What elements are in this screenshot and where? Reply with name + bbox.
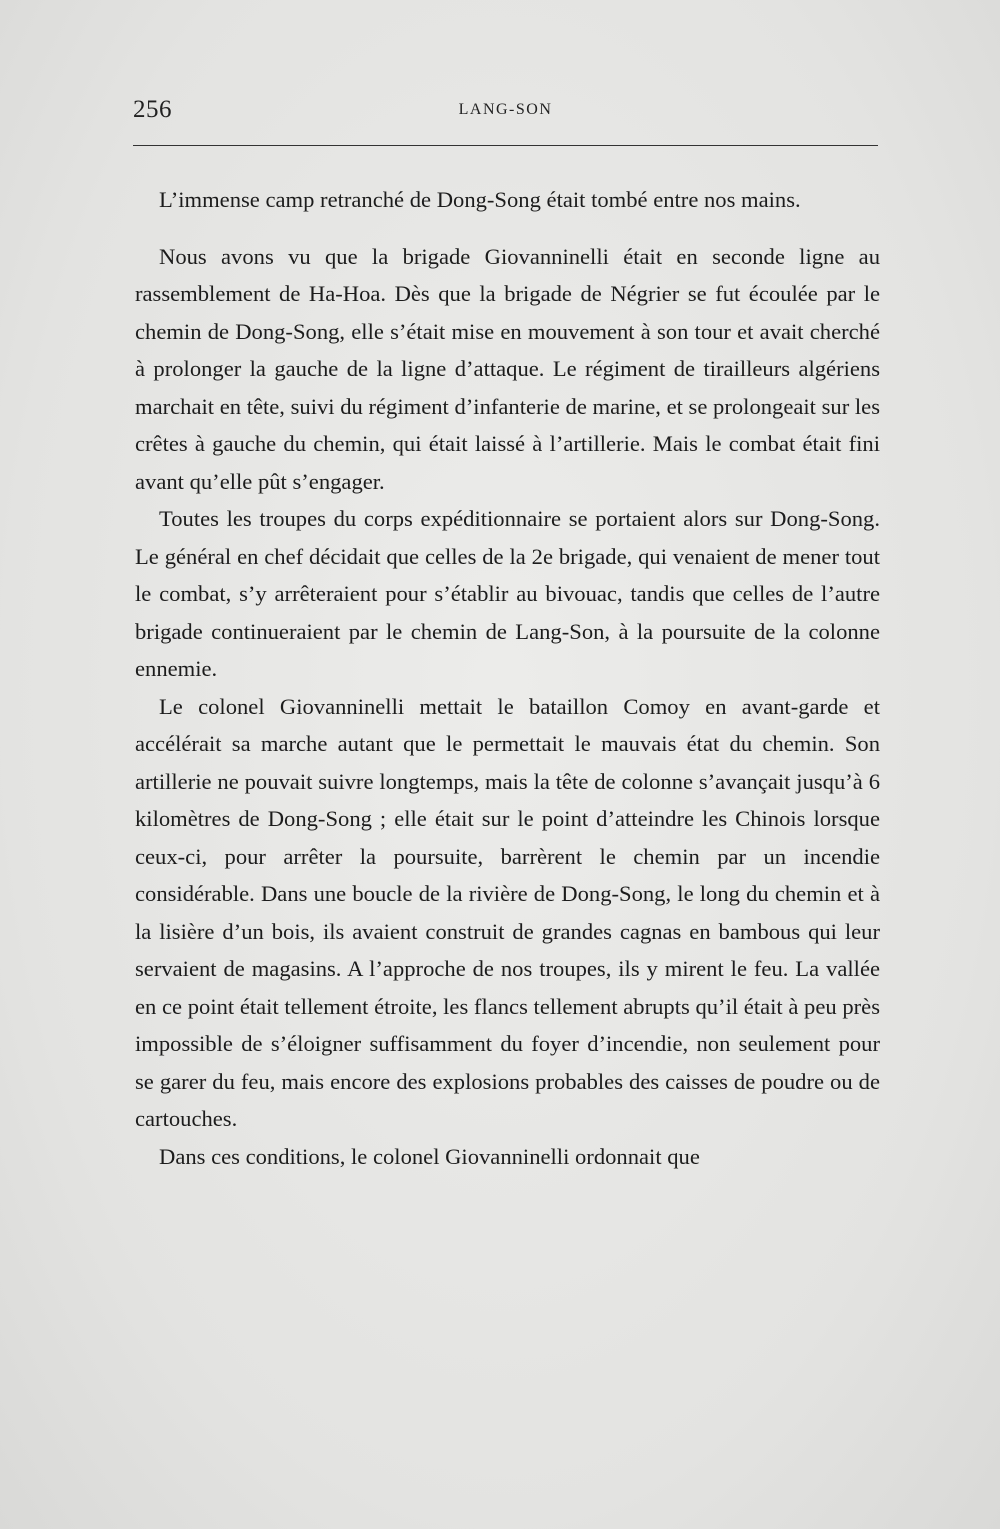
paragraph: Dans ces conditions, le colonel Giovanninelli ordonnait que bbox=[159, 1143, 700, 1169]
paragraph: L’immense camp retranché de Dong-Song était tombé entre nos mains. bbox=[159, 187, 801, 212]
running-head: LANG-SON bbox=[458, 101, 553, 118]
page-number: 256 bbox=[133, 96, 172, 123]
page-header bbox=[133, 96, 878, 130]
body-text bbox=[135, 181, 880, 1175]
paragraph: Toutes les troupes du corps expéditionnaire se portaient alors sur Dong-Song. Le général en chef décidait que celles de la 2e brigade, qui venaient de mener tout le combat, s’y arrêteraient pour s’établir au bivouac, tandis que celles de l’autre brigade continueraient par le chemin de Lang-Son, à la poursuite de la colonne ennemie. bbox=[135, 506, 880, 681]
header-rule bbox=[133, 145, 878, 146]
paragraph: Le colonel Giovanninelli mettait le bataillon Comoy en avant-garde et accélérait sa marche autant que le permettait le mauvais état du chemin. Son artillerie ne pouvait suivre longtemps, mais la tête de colonne s’avançait jusqu’à 6 kilomètres de Dong-Song ; elle était sur le point d’atteindre les Chinois lorsque ceux-ci, pour arrêter la poursuite, barrèrent le chemin par un incendie considérable. Dans une boucle de la rivière de Dong-Song, le long du chemin et à la lisière d’un bois, ils avaient construit de grandes cagnas en bambous qui leur servaient de magasins. A l’approche de nos troupes, ils y mirent le feu. La vallée en ce point était tellement étroite, les flancs tellement abrupts qu’il était à peu près impossible de s’éloigner suffisamment du foyer d’incendie, non seulement pour se garer du feu, mais encore des explosions probables des caisses de poudre ou de cartouches. bbox=[135, 693, 880, 1131]
paragraph: Nous avons vu que la brigade Giovanninelli était en seconde ligne au rassemblement de Ha-Hoa. Dès que la brigade de Négrier se fut écoulée par le chemin de Dong-Song, elle s’était mise en mouvement à son tour et avait cherché à prolonger la gauche de la ligne d’attaque. Le régiment de tirailleurs algériens marchait en tête, suivi du régiment d’infanterie de marine, et se prolongeait sur les crêtes à gauche du chemin, qui était laissé à l’artillerie. Mais le combat était fini avant qu’elle pût s’engager. bbox=[135, 243, 880, 494]
